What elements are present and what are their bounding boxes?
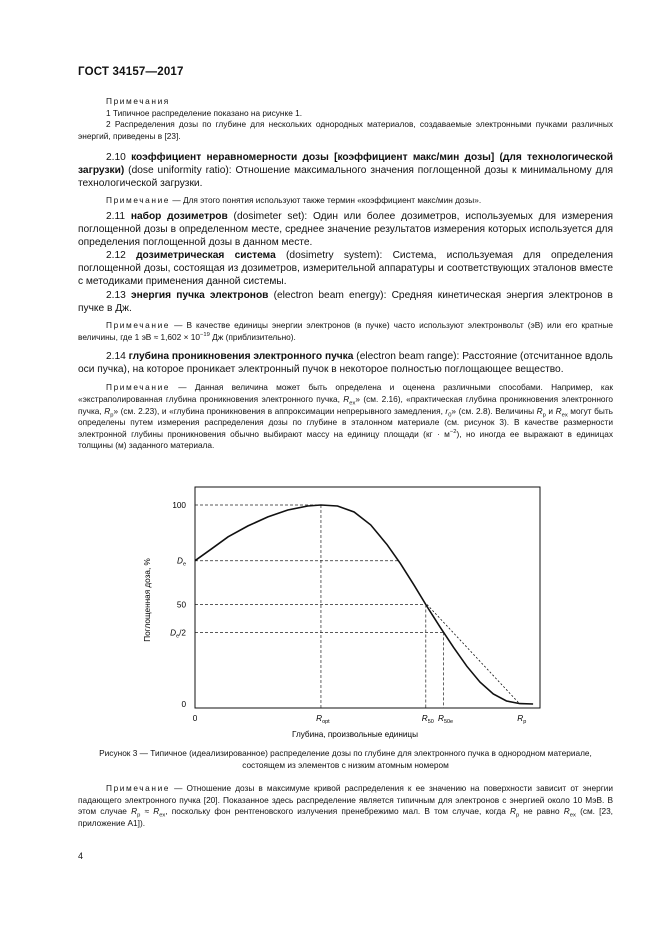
tick-main: 50 xyxy=(176,600,186,610)
tangent-extrapolation-line xyxy=(427,605,520,705)
note-heading: Примечание xyxy=(106,783,171,793)
tick-subscript: e xyxy=(176,633,180,640)
tick-main: R xyxy=(421,714,428,723)
note-item-1: 1 Типичное распределение показано на рисунке 1. xyxy=(106,107,303,118)
page-number: 4 xyxy=(78,851,84,861)
clause-number: 2.14 xyxy=(106,351,126,362)
term-english: (dosimeter set): xyxy=(233,211,308,222)
symbol-sub-ex: ex xyxy=(349,400,356,407)
tick-main: R xyxy=(438,714,444,723)
note-text-b: Дж (приблизительно). xyxy=(209,332,296,342)
clause-number: 2.11 xyxy=(106,211,126,222)
symbol-r: R xyxy=(131,806,138,817)
term-name: энергия пучка электронов xyxy=(130,290,269,301)
x-tick-label xyxy=(422,714,434,725)
x-tick-label xyxy=(193,714,198,723)
y-axis-label: Поглощенная доза, % xyxy=(143,558,152,642)
symbol-r: R xyxy=(555,405,562,416)
note-text-6: могут быть определены путем измерения распределения дозы по глубине в эталонном материале (см. рисунок 3). В качестве размерности электронной глубины проникновения обычно выбирают массу на единицу площади (кг · м xyxy=(78,405,613,439)
note-text: — Для этого понятия используют также термин «коэффициент макс/мин дозы». xyxy=(172,194,482,205)
tick-subscript: 50 xyxy=(427,719,434,725)
term-name: коэффициент неравномерности дозы [коэффициент макс/мин дозы] (для технологической загрузки) xyxy=(78,152,613,177)
x-axis-label: Глубина, произвольные единицы xyxy=(292,730,418,739)
x-tick-label xyxy=(438,714,453,725)
figure-note xyxy=(78,783,613,829)
symbol-sub-p: p xyxy=(542,412,546,419)
term-name: дозиметрическая система xyxy=(136,250,276,261)
tick-main: 100 xyxy=(172,501,186,510)
tick-subscript: 50e xyxy=(443,719,454,725)
note-heading: Примечание xyxy=(106,382,171,393)
note-item-2: 2 Распределения дозы по глубине для нескольких однородных материалов, создаваемые электронными пучками различных энергий, приведены в [23]. xyxy=(78,119,613,141)
note-text-d: не равно xyxy=(519,806,564,817)
tick-main: 0 xyxy=(181,700,186,709)
note-text-5: и xyxy=(545,405,556,416)
term-english: (electron beam range): xyxy=(356,351,460,362)
symbol-sub-ex: ex xyxy=(561,412,568,419)
note-text-c: , поскольку фон рентгеновского излучения пренебрежимо мал. В том случае, когда xyxy=(165,806,511,817)
term-english: (electron beam energy): xyxy=(273,290,387,301)
x-tick-label xyxy=(517,714,526,725)
figure-note-text xyxy=(78,783,613,829)
figure-caption: Рисунок 3 — Типичное (идеализированное) распределение дозы по глубине для электронного пучка в однородном материале, состоящем из элементов с низким атомным номером xyxy=(99,748,592,770)
tick-subscript: p xyxy=(523,719,527,725)
note-exponent: −2 xyxy=(449,429,457,436)
note-text-4: » (см. 2.8). Величины xyxy=(451,405,537,416)
symbol-r: R xyxy=(563,806,570,817)
y-tick-label xyxy=(172,501,186,510)
tick-main: D xyxy=(177,556,183,566)
y-tick-label xyxy=(177,601,187,610)
term-name: набор дозиметров xyxy=(130,211,228,222)
y-tick-label xyxy=(181,700,186,709)
tick-main: R xyxy=(316,714,323,723)
tick-main: D xyxy=(170,628,177,638)
symbol-sub-p: p xyxy=(137,812,141,819)
tick-subscript: e xyxy=(182,561,186,568)
term-definition: Один или более дозиметров, используемых для измерения поглощенной дозы в определенном месте, среднее значение результатов измерения которых используется для определения поглощенной дозы в данном месте. xyxy=(78,211,613,249)
y-tick-label xyxy=(177,557,186,568)
symbol-r: R xyxy=(343,394,350,404)
term-name: глубина проникновения электронного пучка xyxy=(128,351,354,362)
note-text-3: » (см. 2.23), и «глубина проникновения в аппроксимации непрерывного замедления, xyxy=(113,405,446,416)
note-heading: Примечание xyxy=(106,320,171,331)
tick-main: 0 xyxy=(192,714,198,723)
symbol-sub-ex: ex xyxy=(159,812,166,819)
term-definition: Система, используемая для определения поглощенной дозы, состоящая из дозиметров, измерительной аппаратуры и соответствующих эталонов вместе с методиками применения данной системы. xyxy=(78,250,613,288)
symbol-r0: r xyxy=(445,405,449,416)
note-heading: Примечание xyxy=(106,194,171,205)
y-tick-label xyxy=(170,628,186,639)
note-text-7: ), но иногда ее выражают в единицах толщины (м) заданного материала. xyxy=(78,428,613,451)
clause-number: 2.12 xyxy=(106,250,126,261)
symbol-r: R xyxy=(104,405,111,416)
term-definition: Средняя кинетическая энергия электронов в пучке в Дж. xyxy=(78,290,613,315)
note-text-b: ≈ xyxy=(140,806,154,817)
symbol-r: R xyxy=(153,806,160,817)
term-definition: Отношение максимального значения поглощенной дозы к минимальному для технологической загрузки. xyxy=(78,165,614,190)
symbol-sub-ex: ex xyxy=(569,812,576,819)
tick-main: R xyxy=(517,714,524,723)
symbol-r: R xyxy=(510,806,517,817)
clause-number: 2.13 xyxy=(106,290,126,301)
tick-subscript: opt xyxy=(322,719,330,725)
term-english: (dose uniformity ratio): xyxy=(128,165,232,177)
note-text-a: — В качестве единицы энергии электронов (в пучке) часто используют электронвольт (эВ) или его кратные величины, где 1 эВ ≈ 1,602 × 10 xyxy=(78,320,613,342)
note-text-e: (см. [23, приложение А1]). xyxy=(78,806,613,828)
symbol-sub-p: p xyxy=(110,412,114,419)
symbol-sub-0: 0 xyxy=(448,412,452,419)
notes-heading: Примечания xyxy=(106,96,170,106)
clause-number: 2.10 xyxy=(106,152,126,163)
term-definition: Расстояние (отсчитанное вдоль оси пучка), на которое проникает электронный пучок в некоторое полностью поглощающее вещество. xyxy=(78,351,613,376)
note-exponent: −19 xyxy=(199,332,210,339)
note-text-a: — Отношение дозы в максимуме кривой распределения к ее значению на поверхности зависит от энергии падающего электронного пучка [20]. Показанное здесь распределение является типичным для электронов с энергией около 10 МэВ. В этом случае xyxy=(78,783,613,817)
symbol-sub-p: p xyxy=(516,812,520,819)
note-text-1: — Данная величина может быть определена и оценена различными способами. Например, как «экстраполированная глубина проникновения электронного пучка, xyxy=(78,382,613,404)
tick-suffix: /2 xyxy=(179,628,186,638)
plot-frame xyxy=(195,487,540,708)
document-header: ГОСТ 34157—2017 xyxy=(78,66,184,78)
x-tick-label xyxy=(316,714,330,725)
symbol-r: R xyxy=(536,405,543,416)
note-text-2: » (см. 2.16), «практическая глубина проникновения электронного пучка, xyxy=(78,394,613,416)
term-english: (dosimetry system): xyxy=(286,250,383,261)
